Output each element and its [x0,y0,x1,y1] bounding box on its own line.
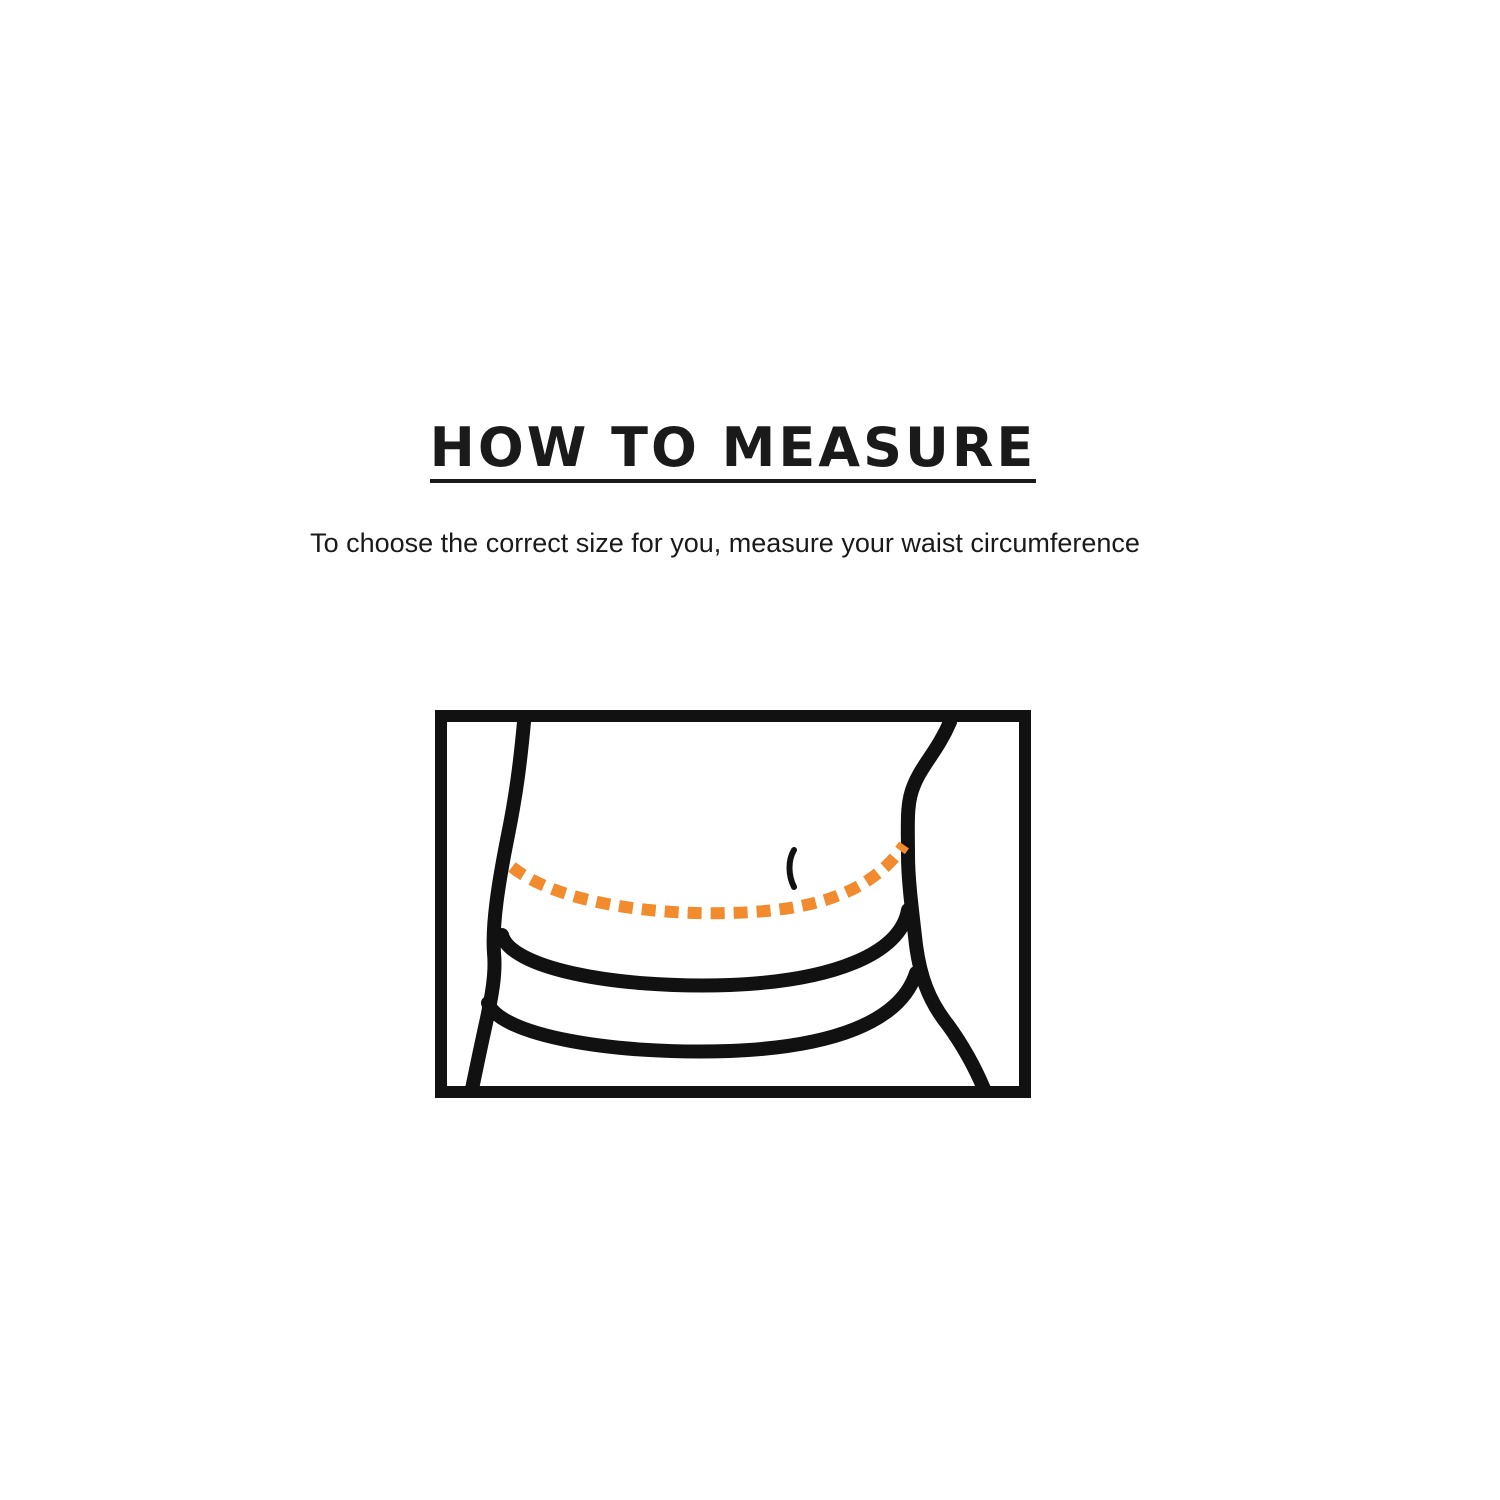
upper-waistband [502,910,908,985]
navel-mark [790,850,795,887]
waist-measure-line [512,845,904,913]
waist-measurement-illustration [430,705,1036,1103]
torso-left-contour [472,722,524,1089]
measurement-instructions: To choose the correct size for you, measure your waist circumference [310,528,1140,558]
torso-right-contour [908,722,984,1089]
page-title-text: HOW TO MEASURE [430,421,1037,483]
page-title [0,416,1466,483]
